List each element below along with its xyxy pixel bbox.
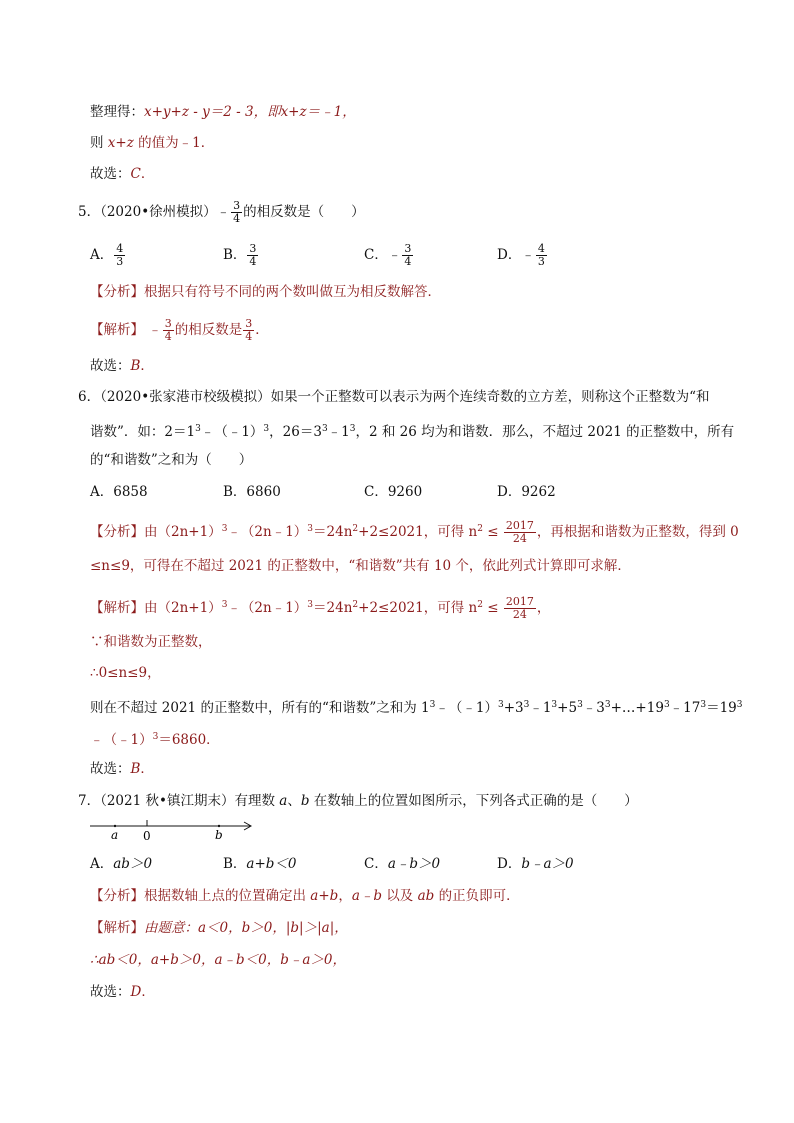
q5-option-d: D．﹣ $\frac{4}{3}$ [497, 242, 545, 268]
q5-option-c: C．﹣ $\frac{3}{4}$ [364, 242, 412, 268]
point-a-label: a [111, 828, 119, 842]
q7-option-d: D．b﹣a＞0 [497, 856, 574, 872]
q6-option-a: A．6858 [90, 484, 148, 500]
q6-therefore: ∴0≤n≤9， [90, 665, 161, 681]
q6-analysis-line-1: 【分析】由$(2n+1)^3﹣(2n﹣1)^3=24n^2+2\le 2021$，可得 $n^2$ ≤ $\frac{2017}{24}$ ，再根据和谐数为正整数，得到 0 [90, 519, 739, 545]
q6-choose: 故选：B． [90, 761, 154, 777]
q7-choose: 故选：D． [90, 984, 155, 1000]
q7-option-a: A．ab＞0 [90, 856, 153, 872]
q5-solution: 【解析】 ﹣ $\frac{3}{4}$ 的相反数是 $\frac{3}{4}$ ． [90, 317, 269, 343]
q7-therefore: ∴ab＜0，a+b＞0，a﹣b＜0，b﹣a＞0， [90, 952, 347, 968]
top-line-3: 故选：C． [90, 166, 155, 182]
q6-stem-line-2: 谐数”．如：$2=1^3﹣(﹣1)^3$，$26=3^3﹣1^3$，2 和 26 均为和谐数．那么，不超过 2021 的正整数中，所有 [90, 424, 735, 440]
q5-stem: 5．（2020•徐州模拟）﹣ $\frac{3}{4}$ 的相反数是（ ） [78, 199, 365, 225]
q6-option-b: B．6860 [223, 484, 281, 500]
q6-solution-line-1: 【解析】由$(2n+1)^3﹣(2n﹣1)^3=24n^2+2\le 2021$，可得 $n^2$ ≤ $\frac{2017}{24}$ ， [90, 595, 551, 621]
q7-option-b: B．a+b＜0 [223, 856, 297, 872]
point-b-label: b [215, 828, 223, 842]
q6-option-c: C．9260 [364, 484, 423, 500]
q5-stem-fraction: $\frac{3}{4}$ [233, 199, 241, 225]
point-a-marker [114, 825, 116, 827]
q5-analysis: 【分析】根据只有符号不同的两个数叫做互为相反数解答． [90, 284, 441, 300]
point-b-marker [218, 825, 220, 827]
q6-analysis-line-2: ≤n≤9，可得在不超过 2021 的正整数中，“和谐数”共有 10 个，依此列式计算即可求解． [90, 558, 631, 574]
q5-option-a: A． $\frac{4}{3}$ [90, 242, 124, 268]
q6-stem-line-1: 6．（2020•张家港市校级模拟）如果一个正整数可以表示为两个连续奇数的立方差，则称这个正整数为“和 [78, 389, 710, 405]
number-line-diagram [88, 816, 258, 846]
q7-stem: 7．（2021 秋•镇江期末）有理数 a、b 在数轴上的位置如图所示，下列各式正确的是（ ） [78, 793, 638, 809]
q5-option-b: B． $\frac{3}{4}$ [223, 242, 257, 268]
q6-sum-line-1: 则在不超过 2021 的正整数中，所有的“和谐数”之和为 $1^3﹣(﹣1)^3+3^3﹣1^3+5^3﹣3^3+\dots+19^3﹣17^3=19^3$ [90, 700, 743, 716]
q5-choose: 故选：B． [90, 358, 154, 374]
top-line-1: 整理得：x+y+z - y＝2 - 3，即x+z＝﹣1， [90, 104, 356, 120]
zero-label: 0 [143, 829, 151, 843]
q6-sum-line-2: ﹣（﹣1）$^3$＝6860． [90, 732, 220, 748]
q6-option-d: D．9262 [497, 484, 556, 500]
q6-because: ∵和谐数为正整数， [90, 634, 212, 650]
q7-solution: 【解析】由题意：a＜0，b＞0，|b|＞|a|， [90, 920, 348, 936]
top-line-2: 则 x+z 的值为﹣1． [90, 135, 215, 151]
q6-stem-line-3: 的“和谐数”之和为（ ） [90, 452, 253, 468]
q7-option-c: C．a﹣b＞0 [364, 856, 441, 872]
q7-analysis: 【分析】根据数轴上点的位置确定出 a+b，a﹣b 以及 ab 的正负即可． [90, 888, 520, 904]
